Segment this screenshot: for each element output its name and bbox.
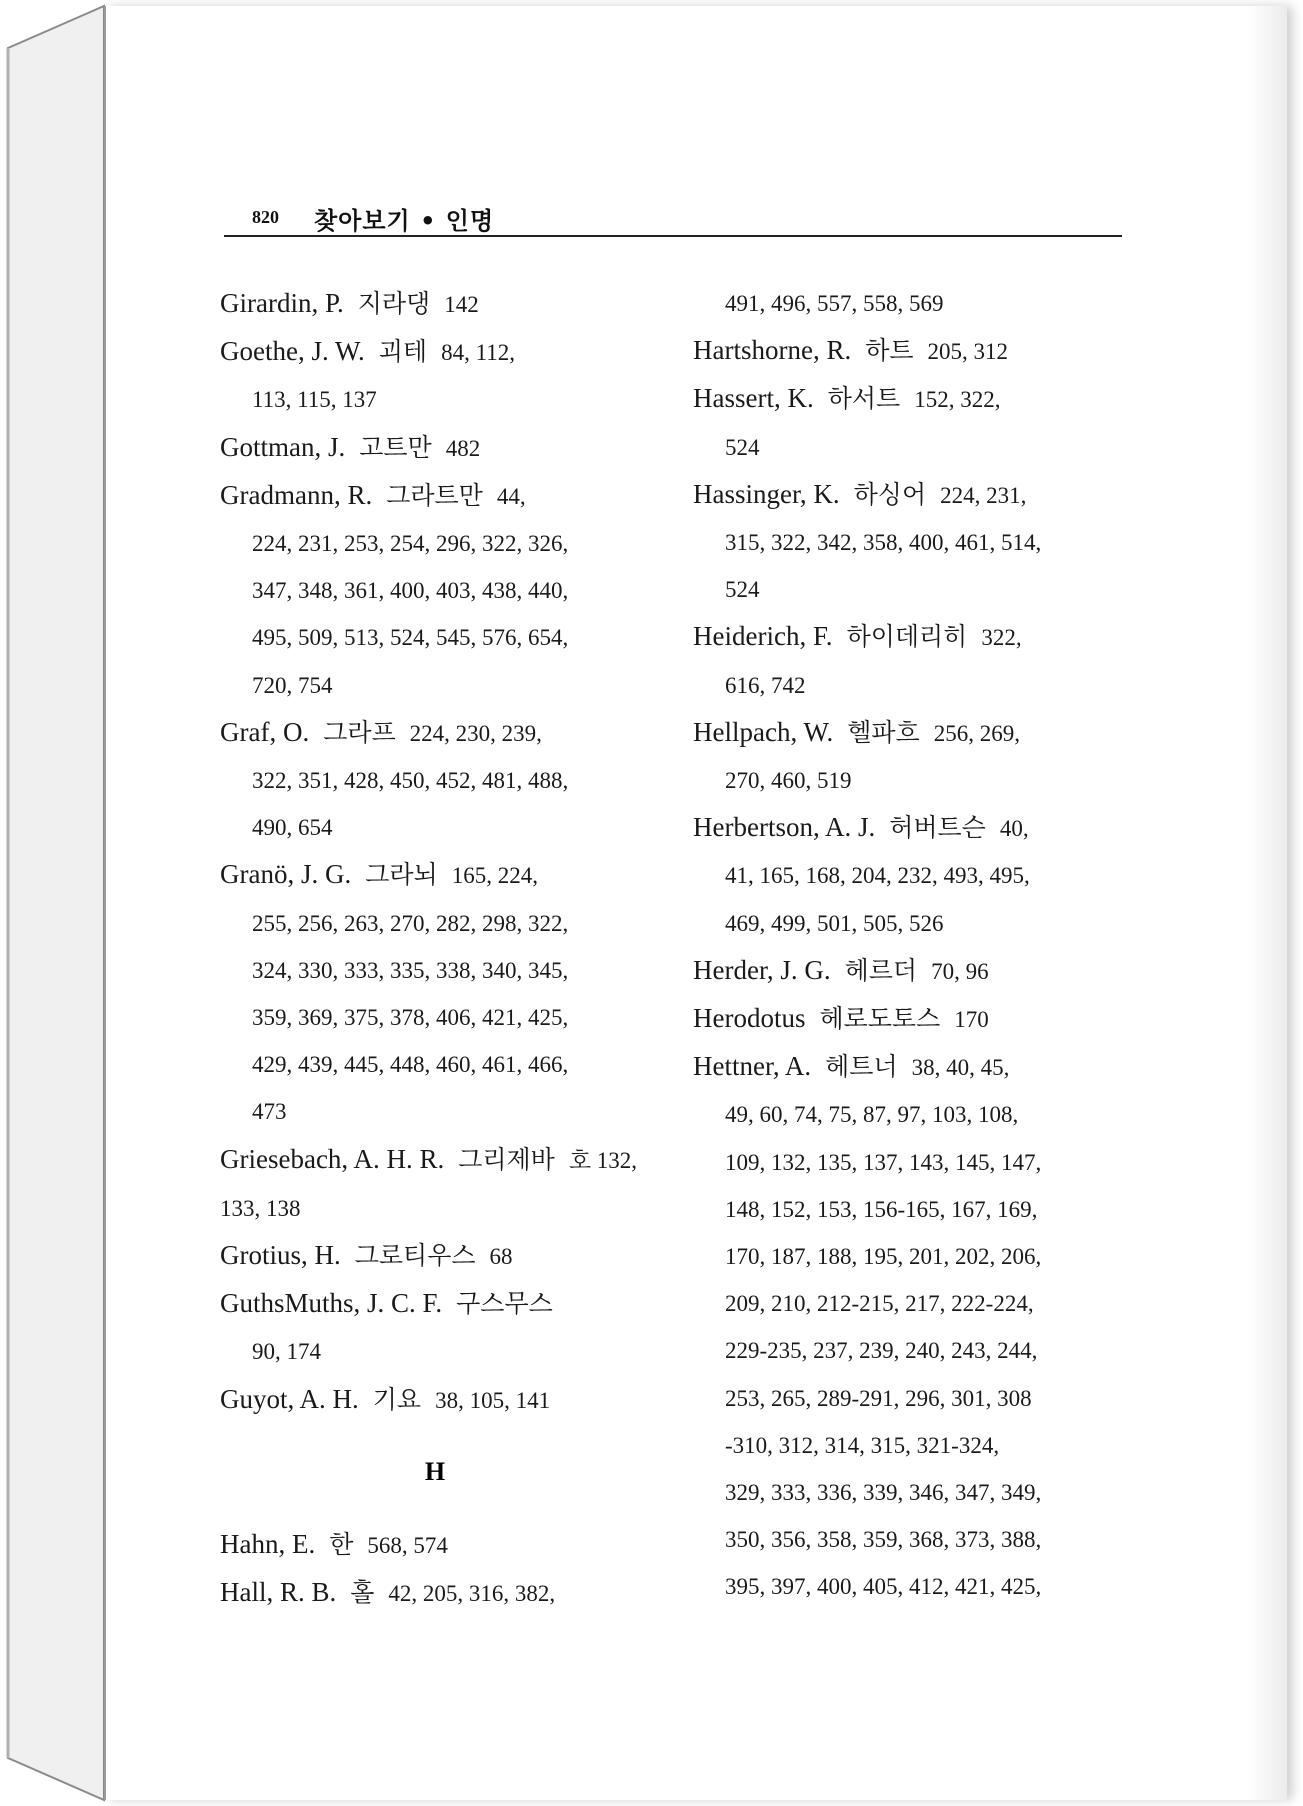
entry-korean-name: 하싱어 (853, 479, 927, 509)
entry-pages-continued: 490, 654 (252, 815, 333, 841)
entry-pages: 84, 112, (441, 340, 515, 366)
entry-name: Hassert, K. (693, 383, 814, 414)
entry-pages-continued: 359, 369, 375, 378, 406, 421, 425, (252, 1005, 569, 1031)
entry-korean-name: 헤트너 (825, 1052, 898, 1082)
entry-korean-name: 그리제바 (458, 1144, 555, 1174)
entry-pages-continued: 315, 322, 342, 358, 400, 461, 514, (725, 530, 1042, 556)
entry-korean-name: 홀 (350, 1578, 375, 1608)
entry-korean-name: 헤로도토스 (819, 1004, 941, 1034)
entry-pages-continued: 90, 174 (252, 1339, 321, 1365)
entry-name: Hettner, A. (693, 1051, 812, 1082)
entry-pages-continued: 170, 187, 188, 195, 201, 202, 206, (725, 1244, 1042, 1270)
entry-korean-name: 헬파흐 (847, 717, 920, 747)
entry-korean-name: 그로티우스 (354, 1241, 476, 1271)
index-entry (220, 1280, 650, 1375)
index-entry (220, 280, 650, 328)
entry-korean-name: 지라댕 (357, 289, 431, 318)
entry-korean-name: 그라프 (323, 717, 396, 747)
entry-pages-continued: 322, 351, 428, 450, 452, 481, 488, (252, 768, 569, 794)
entry-name: Hellpach, W. (693, 716, 834, 747)
entry-korean-name: 허버트슨 (889, 813, 986, 843)
entry-korean-name: 고트만 (359, 432, 432, 462)
entry-pages-continued: 270, 460, 519 (725, 768, 852, 794)
entry-name: Hassinger, K. (693, 478, 840, 509)
entry-pages: 568, 574 (367, 1533, 448, 1559)
entry-name: Girardin, P. (220, 288, 344, 318)
entry-korean-name: 그라트만 (386, 480, 483, 510)
entry-name: Herder, J. G. (693, 954, 831, 985)
entry-korean-name: 구스무스 (456, 1289, 553, 1319)
entry-pages: 38, 40, 45, (911, 1055, 1010, 1081)
entry-pages-continued: 148, 152, 153, 156-165, 167, 169, (725, 1196, 1038, 1222)
entry-pages-continued: 113, 115, 137 (252, 387, 377, 413)
entry-pages-continued: 49, 60, 74, 75, 87, 97, 103, 108, (725, 1102, 1019, 1128)
entry-pages-continued: 224, 231, 253, 254, 296, 322, 326, (252, 531, 569, 557)
entry-name: Guyot, A. H. (220, 1383, 359, 1414)
entry-name: Hartshorne, R. (693, 335, 852, 366)
entry-name: Hall, R. B. (220, 1577, 337, 1608)
entry-pages: 205, 312 (927, 339, 1009, 365)
page-shadow (1247, 6, 1287, 1800)
entry-pages: 44, (496, 483, 526, 509)
entry-pages-continued: 720, 754 (252, 672, 333, 698)
entry-pages: 165, 224, (451, 863, 538, 889)
index-entry (220, 1232, 650, 1280)
entry-korean-name: 헤르더 (844, 955, 918, 985)
entry-pages: 142 (444, 292, 479, 317)
entry-pages-continued: -310, 312, 314, 315, 321-324, (725, 1432, 1000, 1458)
continued-page-list: 491, 496, 557, 558, 569 (725, 291, 944, 316)
index-entry (220, 1136, 650, 1232)
entry-korean-name: 한 (329, 1530, 354, 1560)
page-title: 찾아보기 • 인명 (314, 207, 495, 235)
entry-pages: 170 (954, 1007, 989, 1033)
entry-korean-name: 하서트 (827, 384, 901, 414)
book-spine-edge (0, 0, 112, 1806)
index-entry (220, 851, 650, 1135)
entry-pages: 256, 269, (933, 720, 1020, 746)
entry-korean-name: 그라뇌 (365, 860, 438, 890)
entry-name: Graf, O. (220, 716, 310, 747)
index-entry (693, 375, 1123, 470)
entry-pages-continued: 255, 256, 263, 270, 282, 298, 322, (252, 910, 569, 936)
entry-pages: 224, 230, 239, (409, 720, 542, 746)
entry-pages-continued: 616, 742 (725, 672, 806, 698)
entry-name: Griesebach, A. H. R. (220, 1143, 445, 1174)
entry-korean-name: 기요 (372, 1384, 422, 1414)
entry-name: Hahn, E. (220, 1529, 316, 1560)
entry-korean-name: 하이데리히 (846, 622, 968, 652)
index-entry (220, 709, 650, 852)
entry-pages-continued: 253, 265, 289-291, 296, 301, 308 (725, 1385, 1032, 1411)
entry-pages: 224, 231, (940, 482, 1027, 508)
section-letter: H (424, 1456, 446, 1486)
index-entry (693, 327, 1123, 375)
entry-korean-name: 하트 (865, 336, 914, 366)
entry-pages-continued: 524 (725, 577, 760, 603)
entry-pages-continued: 41, 165, 168, 204, 232, 493, 495, (725, 863, 1030, 889)
entry-pages-continued: 109, 132, 135, 137, 143, 145, 147, (725, 1149, 1042, 1175)
entry-name: Goethe, J. W. (220, 336, 365, 367)
entry-name: Gradmann, R. (220, 479, 373, 510)
entry-name: Herbertson, A. J. (693, 812, 876, 843)
entry-pages: 호 132, 133, 138 (220, 1147, 638, 1221)
index-entry (693, 709, 1123, 804)
entry-pages-continued: 524 (725, 434, 760, 460)
index-entry (220, 1376, 650, 1424)
entry-pages-continued: 395, 397, 400, 405, 412, 421, 425, (725, 1574, 1042, 1600)
entry-pages: 38, 105, 141 (435, 1387, 551, 1413)
entry-name: Herodotus (693, 1003, 806, 1034)
index-entry (693, 995, 1123, 1043)
index-entry (220, 1521, 650, 1569)
entry-pages-continued: 324, 330, 333, 335, 338, 340, 345, (252, 957, 569, 983)
index-entry (693, 1043, 1123, 1610)
entry-name: GuthsMuths, J. C. F. (220, 1288, 443, 1319)
entry-pages: 68 (489, 1244, 513, 1270)
entry-pages-continued: 350, 356, 358, 359, 368, 373, 388, (725, 1527, 1042, 1553)
entry-pages-continued: 329, 333, 336, 339, 346, 347, 349, (725, 1480, 1042, 1506)
entry-pages: 40, (999, 816, 1029, 842)
index-entry (693, 947, 1123, 995)
entry-pages: 322, (981, 625, 1022, 651)
entry-pages-continued: 229-235, 237, 239, 240, 243, 244, (725, 1338, 1038, 1364)
index-entry (220, 1569, 650, 1617)
index-entry (693, 804, 1123, 947)
index-entry (693, 613, 1123, 708)
index-column-left (220, 280, 650, 1617)
index-column-right (693, 280, 1123, 1611)
entry-pages-continued: 469, 499, 501, 505, 526 (725, 910, 944, 936)
entry-name: Heiderich, F. (693, 621, 833, 652)
entry-pages-continued: 347, 348, 361, 400, 403, 438, 440, (252, 578, 569, 604)
entry-name: Gottman, J. (220, 431, 346, 462)
entry-pages-continued: 495, 509, 513, 524, 545, 576, 654, (252, 625, 569, 651)
page-header (224, 199, 1122, 237)
entry-name: Granö, J. G. (220, 859, 352, 890)
entry-pages: 482 (445, 435, 481, 461)
entry-pages: 42, 205, 316, 382, (388, 1581, 556, 1607)
entry-pages: 152, 322, (914, 387, 1001, 413)
index-entry (693, 471, 1123, 614)
page-number: 820 (252, 207, 279, 227)
entry-pages-continued: 473 (252, 1099, 287, 1125)
index-entry (220, 424, 650, 472)
entry-pages: 70, 96 (931, 958, 989, 984)
index-entry (220, 472, 650, 709)
entry-name: Grotius, H. (220, 1240, 341, 1271)
entry-korean-name: 괴테 (378, 337, 428, 367)
entry-pages-continued: 429, 439, 445, 448, 460, 461, 466, (252, 1052, 569, 1078)
index-entry (220, 328, 650, 423)
entry-pages-continued: 209, 210, 212-215, 217, 222-224, (725, 1291, 1034, 1317)
